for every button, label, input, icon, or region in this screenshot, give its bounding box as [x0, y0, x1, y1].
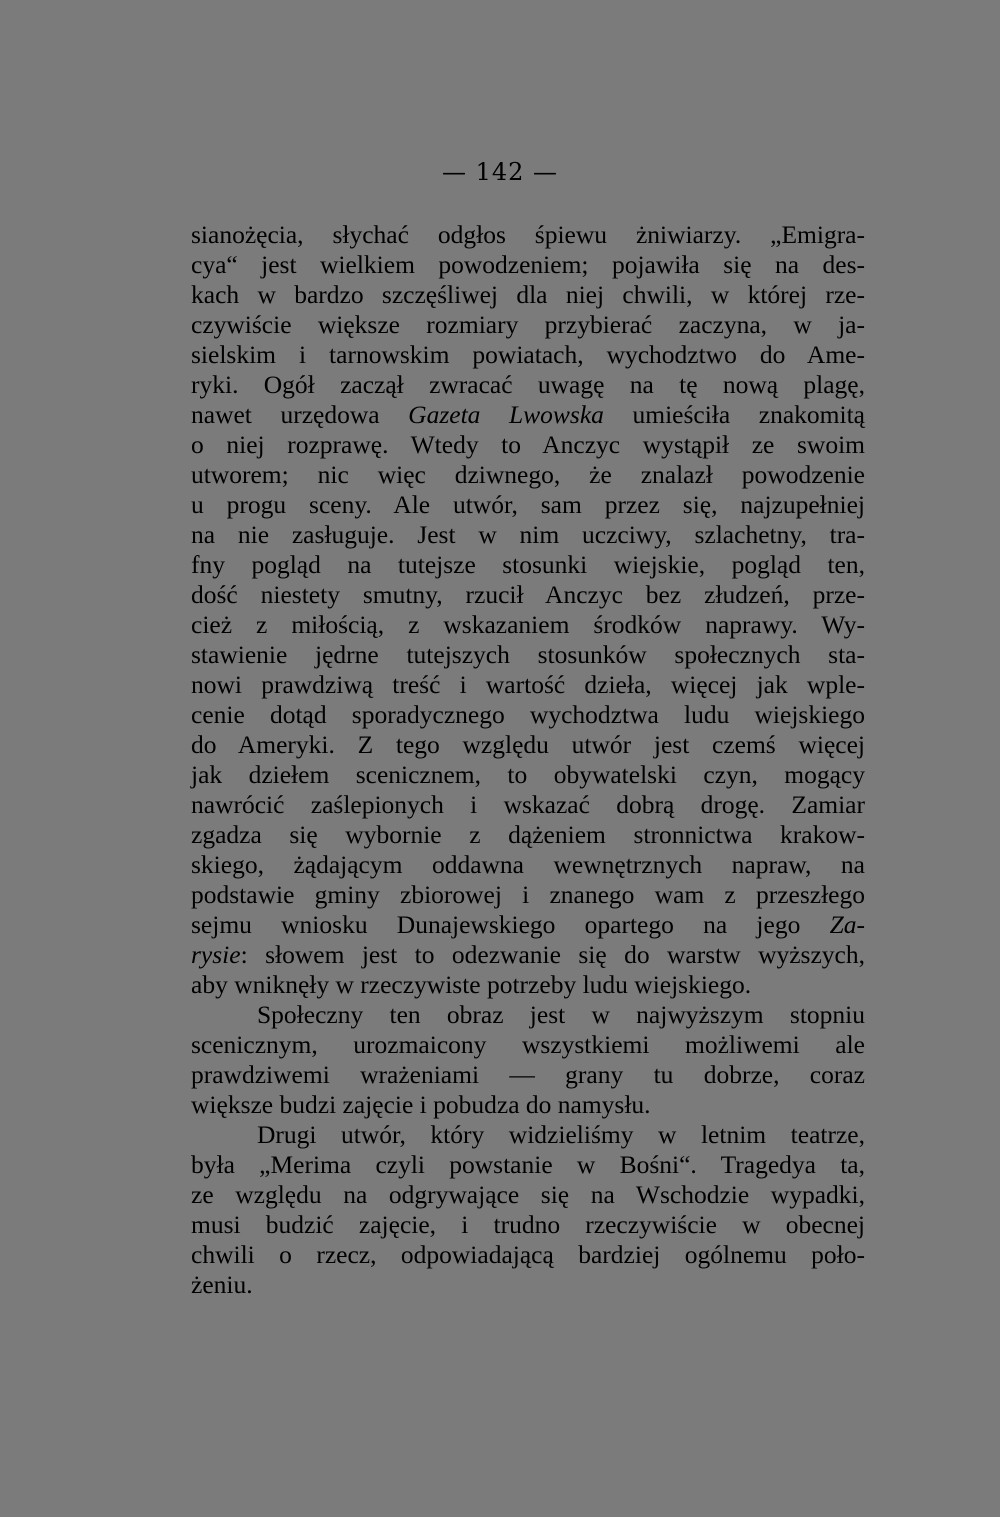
text-line: zgadza się wybornie z dążeniem stronnictwa krakow-	[191, 820, 865, 849]
text-line	[191, 400, 865, 430]
text-line: stawienie jędrne tutejszych stosunków społecznych sta-	[191, 640, 865, 669]
text-line: cież z miłością, z wskazaniem środków naprawy. Wy-	[191, 610, 865, 639]
text-line: nowi prawdziwą treść i wartość dzieła, więcej jak wple-	[191, 670, 865, 699]
paragraph	[191, 220, 865, 1000]
text-line: cya“ jest wielkiem powodzeniem; pojawiła się na des-	[191, 250, 865, 279]
text-line: prawdziwemi wrażeniami — grany tu dobrze, coraz	[191, 1060, 865, 1089]
text-line: nawrócić zaślepionych i wskazać dobrą drogę. Zamiar	[191, 790, 865, 819]
text-segment: sejmu wniosku Dunajewskiego opartego na jego	[191, 910, 830, 939]
text-segment: : słowem jest to odezwanie się do warstw wyższych,	[240, 940, 865, 969]
text-line: na nie zasługuje. Jest w nim uczciwy, szlachetny, tra-	[191, 520, 865, 549]
text-line: fny pogląd na tutejsze stosunki wiejskie, pogląd ten,	[191, 550, 865, 579]
text-line	[191, 910, 865, 940]
text-line: podstawie gminy zbiorowej i znanego wam z przeszłego	[191, 880, 865, 909]
text-line: sielskim i tarnowskim powiatach, wychodztwo do Ame-	[191, 340, 865, 369]
text-line: żeniu.	[191, 1270, 253, 1299]
text-line: do Ameryki. Z tego względu utwór jest czemś więcej	[191, 730, 865, 759]
text-line: Społeczny ten obraz jest w najwyższym stopniu	[257, 1000, 865, 1029]
text-line: o niej rozprawę. Wtedy to Anczyc wystąpił ze swoim	[191, 430, 865, 459]
text-line: u progu sceny. Ale utwór, sam przez się, najzupełniej	[191, 490, 865, 519]
text-line: skiego, żądającym oddawna wewnętrznych napraw, na	[191, 850, 865, 879]
text-line: scenicznym, urozmaicony wszystkiemi możliwemi ale	[191, 1030, 865, 1059]
italic-title: rysie	[191, 940, 241, 969]
text-line: ze względu na odgrywające się na Wschodzie wypadki,	[191, 1180, 865, 1209]
text-line: była „Merima czyli powstanie w Bośni“. Tragedya ta,	[191, 1150, 865, 1179]
paragraph	[191, 1000, 865, 1120]
body-text	[191, 220, 865, 1300]
text-line: chwili o rzecz, odpowiadającą bardziej ogólnemu poło-	[191, 1240, 865, 1269]
paragraph	[191, 1120, 865, 1300]
text-line: kach w bardzo szczęśliwej dla niej chwili, w której rze-	[191, 280, 865, 309]
text-line	[191, 940, 865, 970]
text-line: jak dziełem scenicznem, to obywatelski czyn, mogący	[191, 760, 865, 789]
text-line: cenie dotąd sporadycznego wychodztwa ludu wiejskiego	[191, 700, 865, 729]
text-line: ryki. Ogół zaczął zwracać uwagę na tę nową plagę,	[191, 370, 865, 399]
text-line: czywiście większe rozmiary przybierać zaczyna, w ja-	[191, 310, 865, 339]
text-line: aby wniknęły w rzeczywiste potrzeby ludu wiejskiego.	[191, 970, 752, 999]
italic-title: Za-	[829, 910, 865, 939]
text-line: musi budzić zajęcie, i trudno rzeczywiście w obecnej	[191, 1210, 865, 1239]
text-line: większe budzi zajęcie i pobudza do namysłu.	[191, 1090, 651, 1119]
italic-title: Gazeta Lwowska	[408, 400, 604, 429]
text-line: sianożęcia, słychać odgłos śpiewu żniwiarzy. „Emigra-	[191, 220, 865, 249]
page-number: — 142 —	[441, 158, 559, 186]
text-line: Drugi utwór, który widzieliśmy w letnim teatrze,	[257, 1120, 865, 1149]
text-segment: umieściła znakomitą	[603, 400, 865, 429]
text-line: dość niestety smutny, rzucił Anczyc bez złudzeń, prze-	[191, 580, 865, 609]
text-line: utworem; nic więc dziwnego, że znalazł powodzenie	[191, 460, 865, 489]
text-segment: nawet urzędowa	[191, 400, 409, 429]
